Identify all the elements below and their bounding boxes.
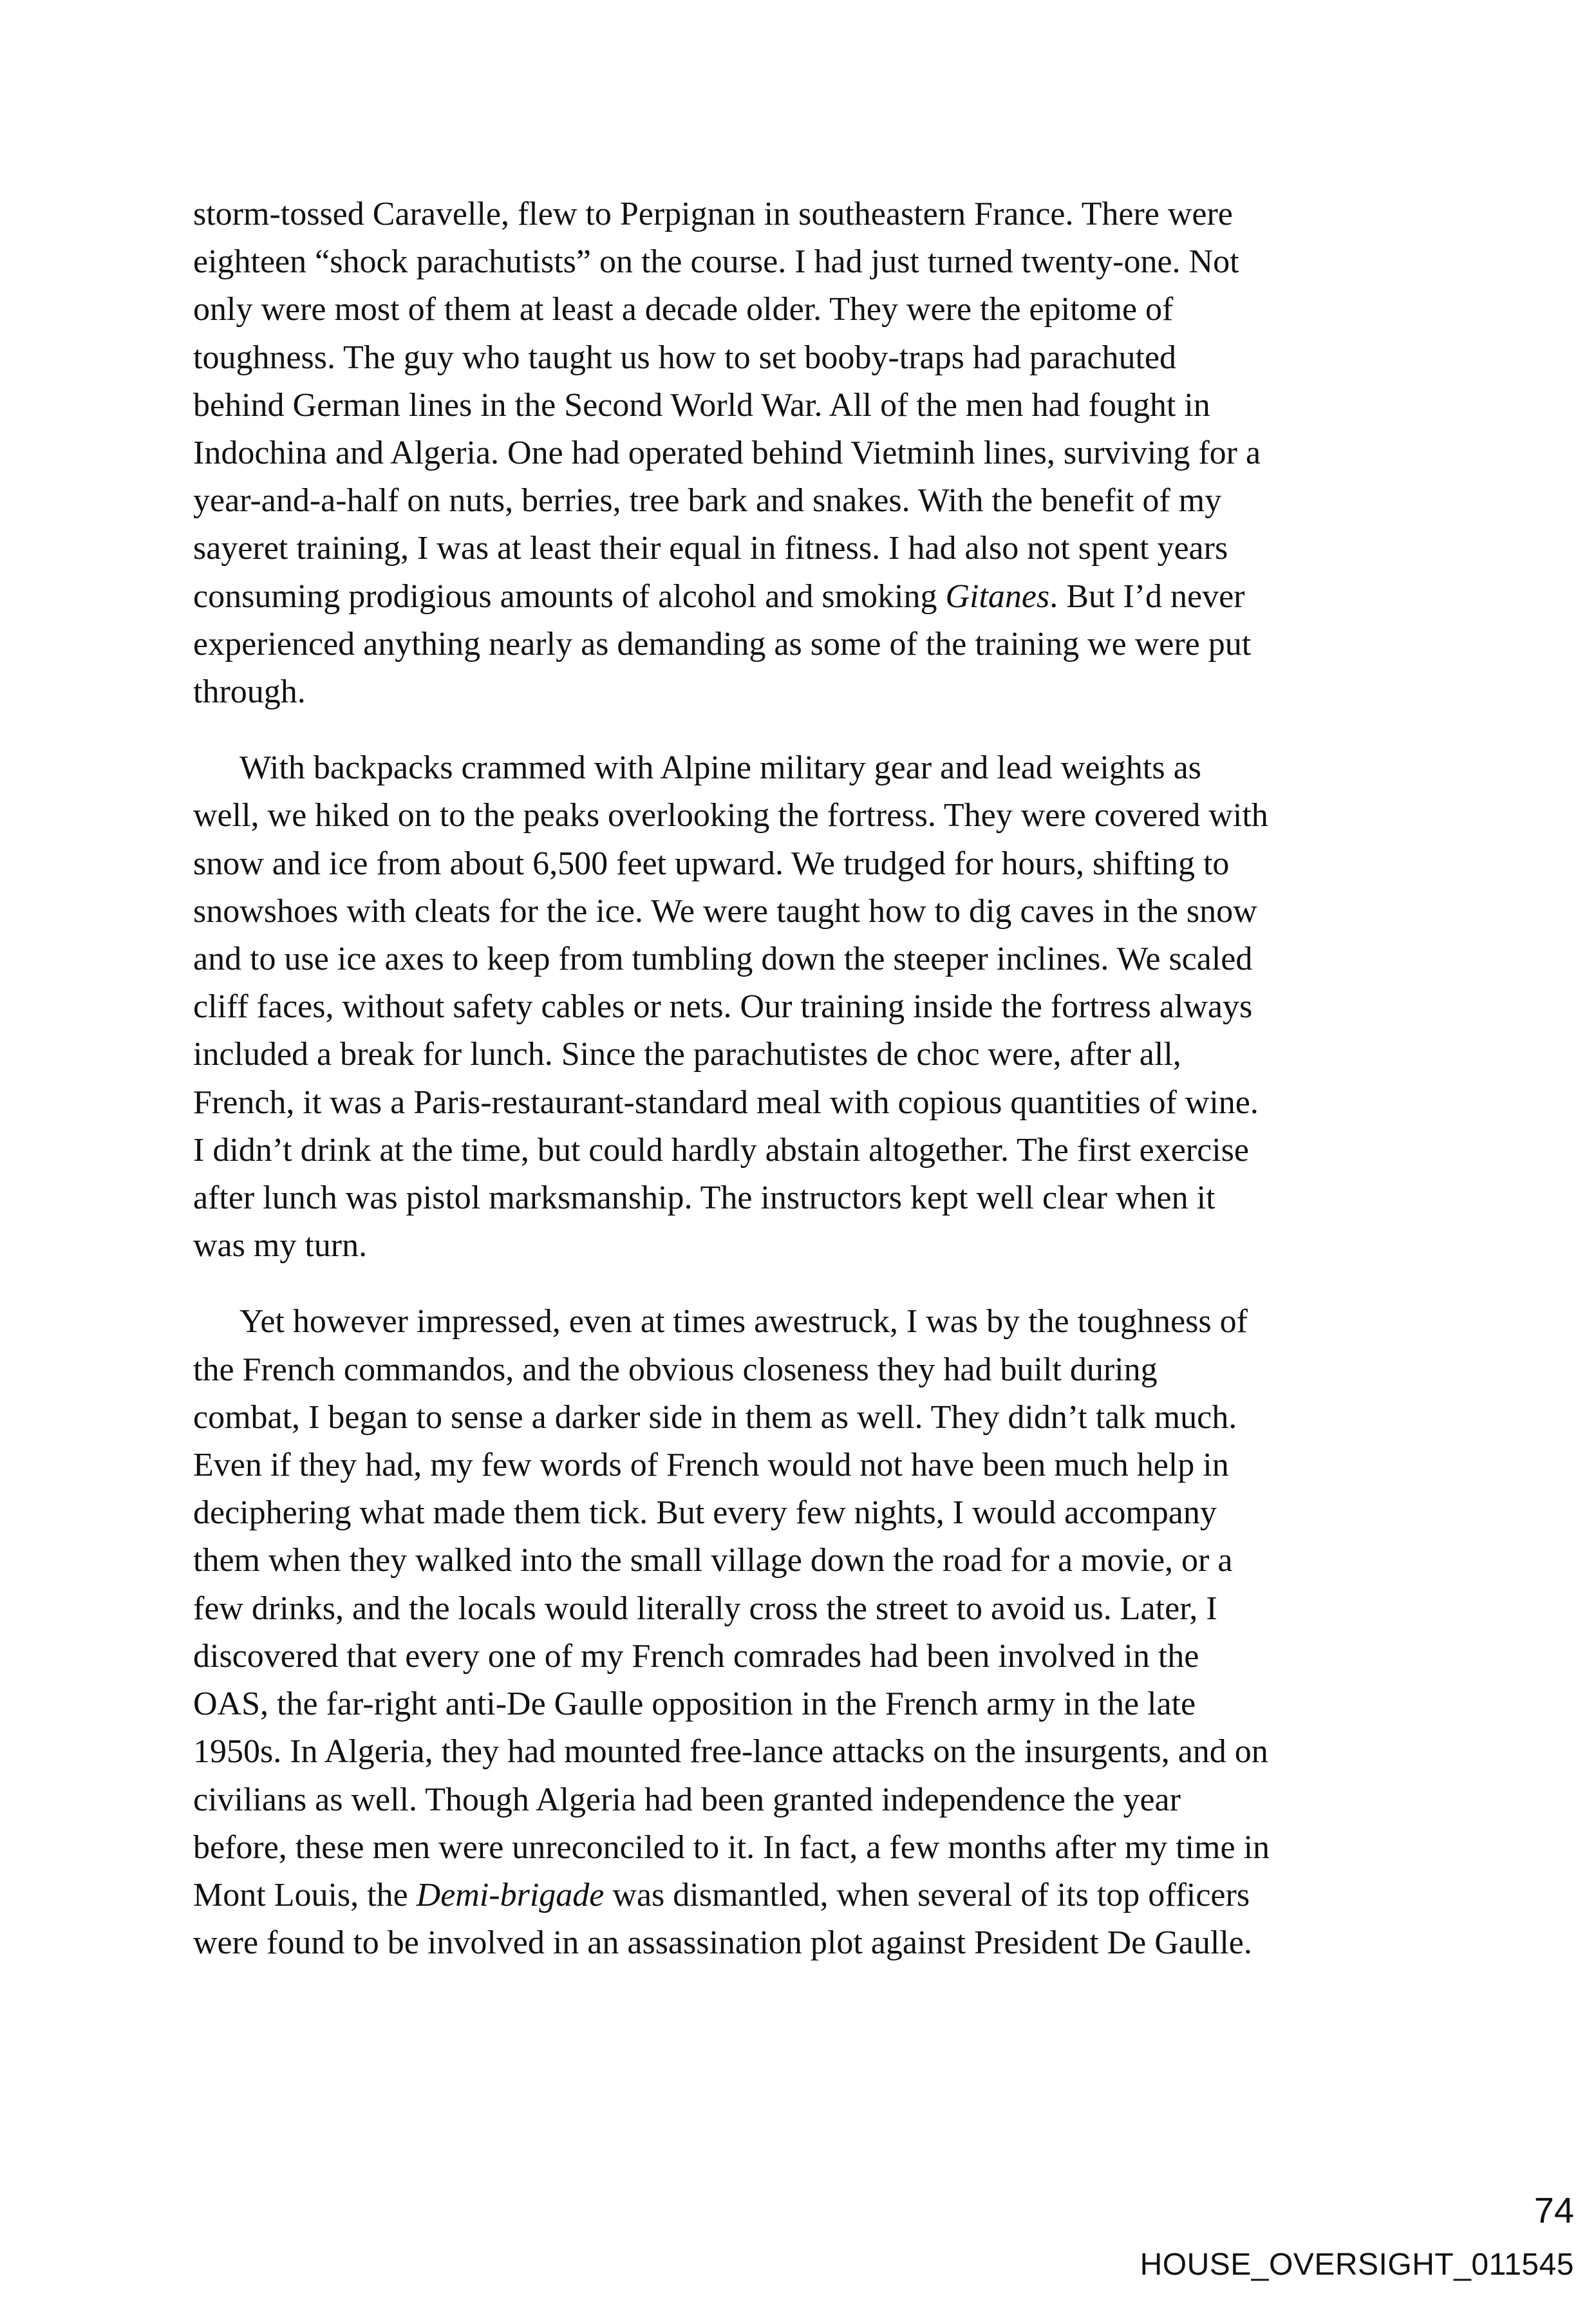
text-run: was dismantled, when several of its top officers were found to be involved in an assassination plot against President De Gaulle.: [193, 1876, 1252, 1962]
italic-text-run: Demi-brigade: [416, 1876, 605, 1913]
paragraph: [193, 1298, 1416, 1967]
paragraph: [193, 744, 1416, 1270]
page-number: 74: [1534, 2190, 1574, 2230]
text-run: . But I’d never experienced anything nearly as demanding as some of the training we were put through.: [193, 578, 1252, 711]
text-run: Yet however impressed, even at times awestruck, I was by the toughness of the French commandos, and the obvious closeness they had built during combat, I began to sense a darker side in them as well. They didn’t talk much. Even if they had, my few words of French would not have been much help in deciphering what made them tick. But every few nights, I would accompany them when they walked into the small village down the road for a movie, or a few drinks, and the locals would literally cross the street to avoid us. Later, I discovered that every one of my French comrades had been involved in the OAS, the far-right anti-De Gaulle opposition in the French army in the late 1950s. In Algeria, they had mounted free-lance attacks on the insurgents, and on civilians as well. Though Algeria had been granted independence the year before, these men were unreconciled to it. In fact, a few months after my time in Mont Louis, the: [193, 1303, 1270, 1913]
text-run: storm-tossed Caravelle, flew to Perpignan in southeastern France. There were eighteen “shock parachutists” on the course. I had just turned twenty-one. Not only were most of them at least a decade older. They were the epitome of toughness. The guy who taught us how to set booby-traps had parachuted behind German lines in the Second World War. All of the men had fought in Indochina and Algeria. One had operated behind Vietminh lines, surviving for a year-and-a-half on nuts, berries, tree bark and snakes. With the benefit of my sayeret training, I was at least their equal in fitness. I had also not spent years consuming prodigious amounts of alcohol and smoking: [193, 196, 1261, 615]
italic-text-run: Gitanes: [945, 578, 1050, 615]
paragraph: [193, 191, 1416, 716]
body-text: [193, 191, 1416, 1967]
bates-number: HOUSE_OVERSIGHT_011545: [1140, 2248, 1574, 2282]
text-run: With backpacks crammed with Alpine military gear and lead weights as well, we hiked on to the peaks overlooking the fortress. They were covered with snow and ice from about 6,500 feet upward. We trudged for hours, shifting to snowshoes with cleats for the ice. We were taught how to dig caves in the snow and to use ice axes to keep from tumbling down the steeper inclines. We scaled cliff faces, without safety cables or nets. Our training inside the fortress always included a break for lunch. Since the parachutistes de choc were, after all, French, it was a Paris-restaurant-standard meal with copious quantities of wine. I didn’t drink at the time, but could hardly abstain altogether. The first exercise after lunch was pistol marksmanship. The instructors kept well clear when it was my turn.: [193, 749, 1268, 1264]
